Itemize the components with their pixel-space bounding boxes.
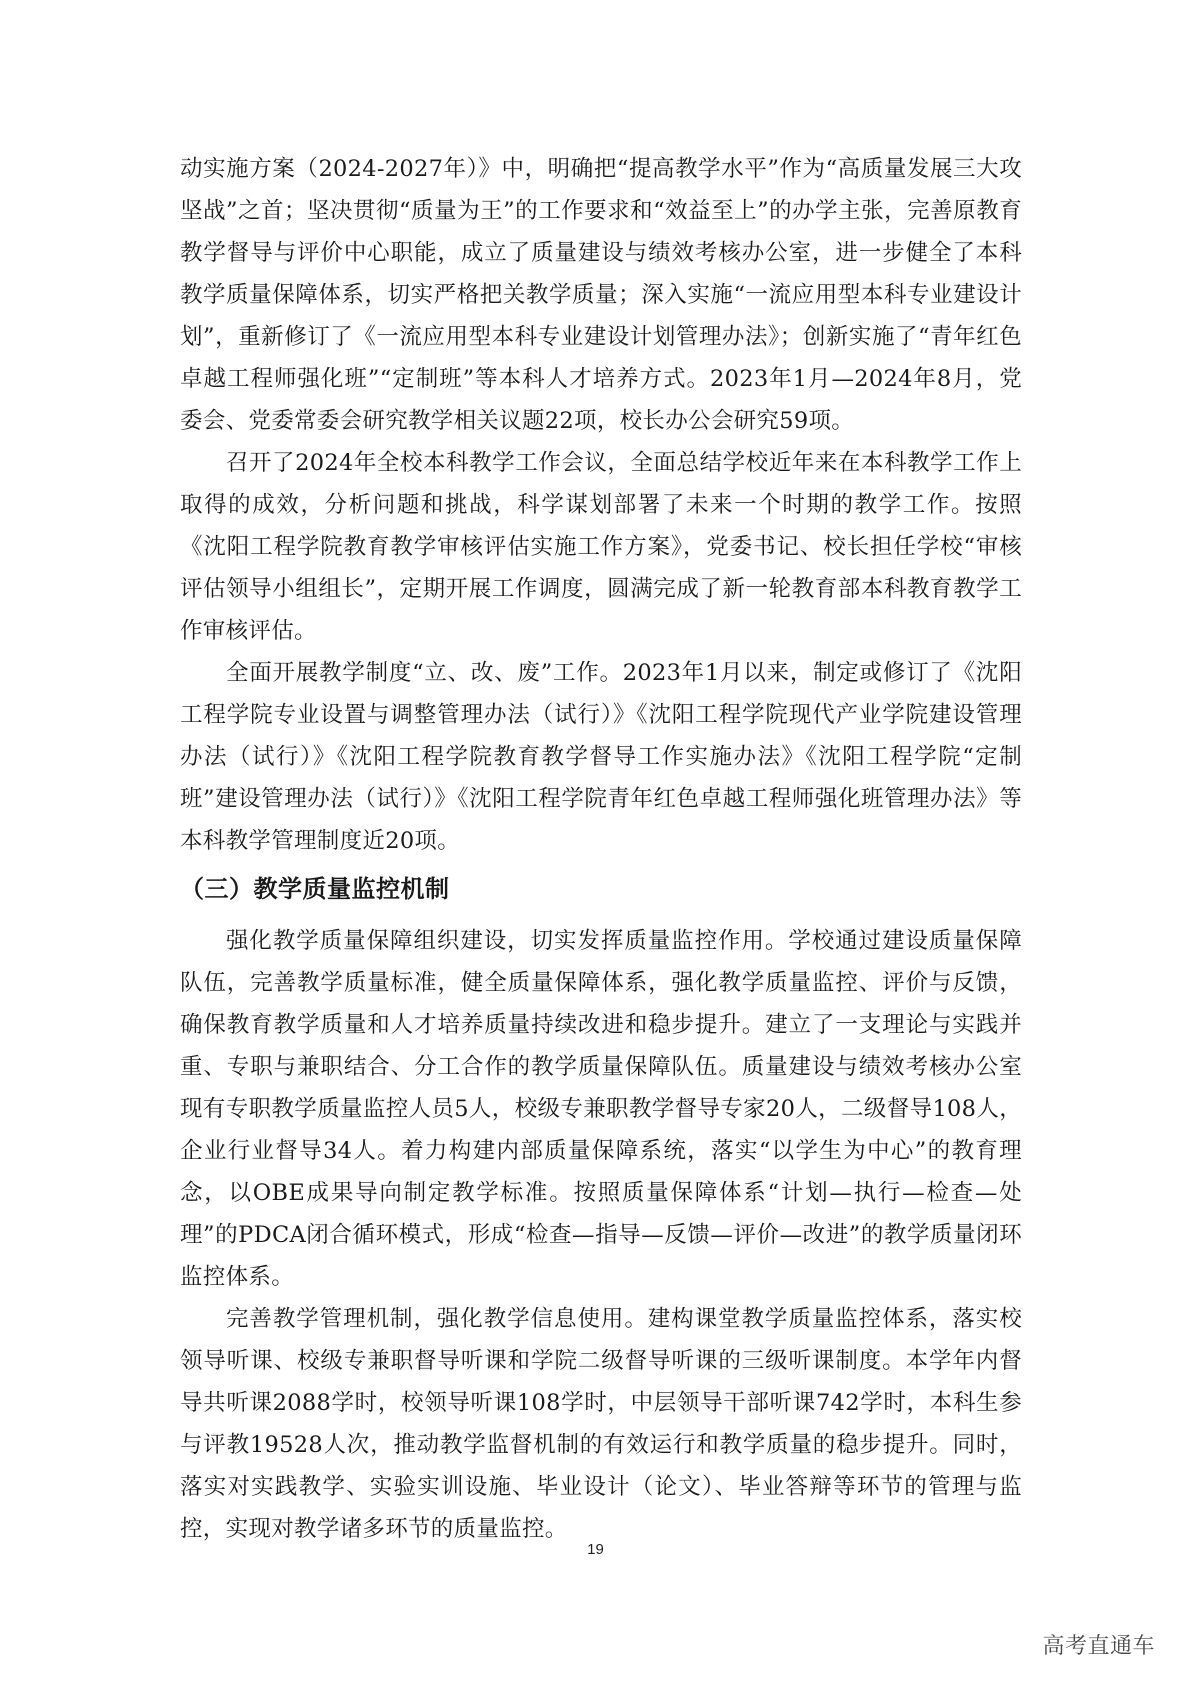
paragraph-teaching-management: 完善教学管理机制，强化教学信息使用。建构课堂教学质量监控体系，落实校领导听课、校级专兼职督导听课和学院二级督导听课的三级听课制度。本学年内督导共听课2088学时，校领导听课108学时，中层领导干部听课742学时，本科生参与评教19528人次，推动教学监督机制的有效运行和教学质量的稳步提升。同时，落实对实践教学、实验实训设施、毕业设计（论文）、毕业答辩等环节的管理与监控，实现对教学诸多环节的质量监控。 [180,1306,1022,1542]
page-content [180,148,1022,1550]
paragraph-teaching-meeting: 召开了2024年全校本科教学工作会议，全面总结学校近年来在本科教学工作上取得的成效，分析问题和挑战，科学谋划部署了未来一个时期的教学工作。按照《沈阳工程学院教育教学审核评估实施工作方案》，党委书记、校长担任学校“审核评估领导小组组长”，定期开展工作调度，圆满完成了新一轮教育部本科教育教学工作审核评估。 [180,450,1022,644]
page-number: 19 [587,1541,604,1558]
paragraph-teaching-regulations: 全面开展教学制度“立、改、废”工作。2023年1月以来，制定或修订了《沈阳工程学院专业设置与调整管理办法（试行）》《沈阳工程学院现代产业学院建设管理办法（试行）》《沈阳工程学院教育教学督导工作实施办法》《沈阳工程学院“定制班”建设管理办法（试行）》《沈阳工程学院青年红色卓越工程师强化班管理办法》等本科教学管理制度近20项。 [180,660,1022,854]
watermark-text: 高考直通车 [1042,1634,1155,1659]
section-heading: （三）教学质量监控机制 [180,875,450,903]
paragraph-continued: 动实施方案（2024-2027年）》中，明确把“提高教学水平”作为“高质量发展三大攻坚战”之首；坚决贯彻“质量为王”的工作要求和“效益至上”的办学主张，完善原教育教学督导与评价中心职能，成立了质量建设与绩效考核办公室，进一步健全了本科教学质量保障体系，切实严格把关教学质量；深入实施“一流应用型本科专业建设计划”，重新修订了《一流应用型本科专业建设计划管理办法》；创新实施了“青年红色卓越工程师强化班”“定制班”等本科人才培养方式。2023年1月—2024年8月，党委会、党委常委会研究教学相关议题22项，校长办公会研究59项。 [180,156,1022,434]
paragraph-quality-assurance: 强化教学质量保障组织建设，切实发挥质量监控作用。学校通过建设质量保障队伍，完善教学质量标准，健全质量保障体系，强化教学质量监控、评价与反馈，确保教育教学质量和人才培养质量持续改进和稳步提升。建立了一支理论与实践并重、专职与兼职结合、分工合作的教学质量保障队伍。质量建设与绩效考核办公室现有专职教学质量监控人员5人，校级专兼职教学督导专家20人，二级督导108人，企业行业督导34人。着力构建内部质量保障系统，落实“以学生为中心”的教育理念，以OBE成果导向制定教学标准。按照质量保障体系“计划—执行—检查—处理”的PDCA闭合循环模式，形成“检查—指导—反馈—评价—改进”的教学质量闭环监控体系。 [180,928,1022,1290]
